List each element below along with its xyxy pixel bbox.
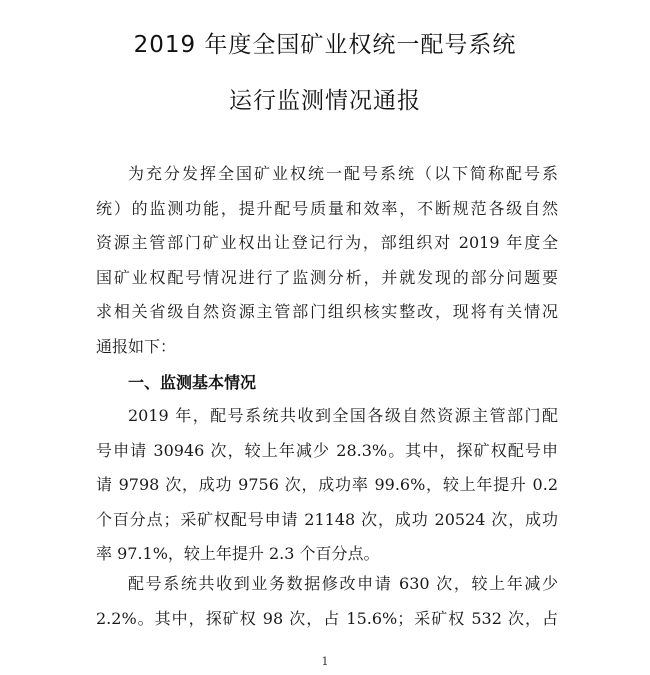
paragraph-line: 国矿业权配号情况进行了监测分析，并就发现的部分问题要 (96, 267, 558, 287)
paragraph-line: 号申请 30946 次，较上年减少 28.3%。其中，探矿权配号申 (96, 440, 558, 460)
paragraph-line: 统）的监测功能，提升配号质量和效率，不断规范各级自然 (96, 198, 558, 218)
paragraph-line: 2019 年，配号系统共收到全国各级自然资源主管部门配 (128, 406, 558, 425)
paragraph-line: 率 97.1%，较上年提升 2.3 个百分点。 (96, 544, 380, 563)
page-number: 1 (321, 655, 329, 668)
paragraph-line: 个百分点；采矿权配号申请 21148 次，成功 20524 次，成功 (96, 509, 558, 529)
paragraph-line: 资源主管部门矿业权出让登记行为，部组织对 2019 年度全 (96, 233, 558, 252)
section-1-paragraph-1 (96, 399, 558, 572)
section-heading-monitoring-overview: 一、监测基本情况 (128, 373, 257, 392)
document-title-line-2: 运行监测情况通报 (229, 88, 421, 114)
intro-paragraph (96, 157, 558, 364)
document-title-line-1: 2019 年度全国矿业权统一配号系统 (133, 32, 517, 58)
paragraph-line: 为充分发挥全国矿业权统一配号系统（以下简称配号系 (128, 164, 558, 183)
paragraph-line: 通报如下： (96, 336, 177, 356)
paragraph-line: 请 9798 次，成功 9756 次，成功率 99.6%，较上年提升 0.2 (96, 475, 558, 494)
paragraph-line: 求相关省级自然资源主管部门组织核实整改，现将有关情况 (96, 302, 558, 321)
paragraph-line: 2.2%。其中，探矿权 98 次，占 15.6%；采矿权 532 次，占 (96, 608, 558, 628)
section-1-paragraph-2 (96, 567, 558, 636)
paragraph-line: 配号系统共收到业务数据修改申请 630 次，较上年减少 (128, 574, 558, 593)
